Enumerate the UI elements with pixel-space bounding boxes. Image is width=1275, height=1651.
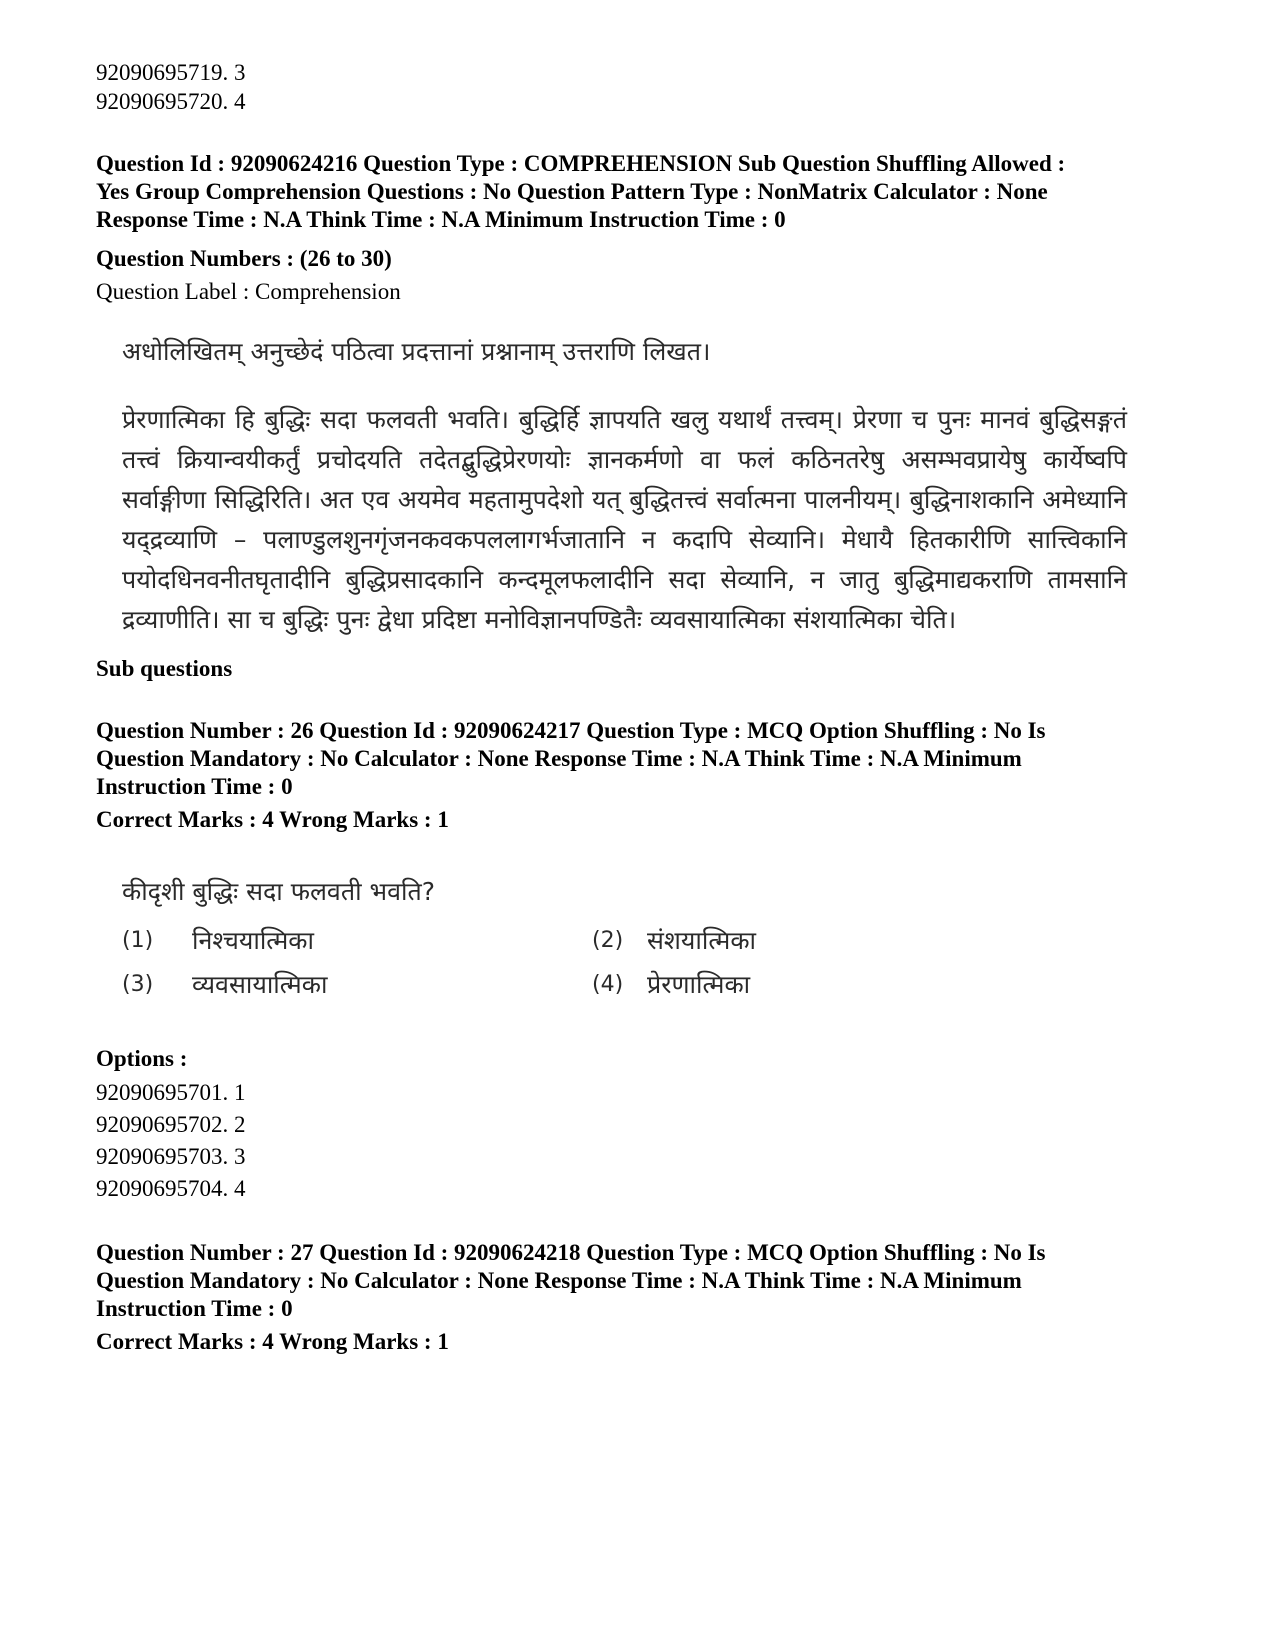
q26-question-text: कीदृशी बुद्धिः सदा फलवती भवति? xyxy=(122,877,435,906)
choice-3-number: (3) xyxy=(122,972,154,997)
prev-option-3: 92090695719. 3 xyxy=(96,60,246,85)
q26-options-label: Options : xyxy=(96,1046,188,1071)
choice-2-text: संशयात्मिका xyxy=(647,926,757,955)
q27-header xyxy=(96,1239,1186,1323)
q26-header-line-1: Question Number : 26 Question Id : 92090624217 Question Type : MCQ Option Shuffling : No Is xyxy=(96,718,1046,743)
q27-header-line-2: Question Mandatory : No Calculator : None Response Time : N.A Think Time : N.A Minimum xyxy=(96,1268,1022,1293)
passage-instruction: अधोलिखितम् अनुच्छेदं पठित्वा प्रदत्तानां प्रश्नानाम् उत्तराणि लिखत। xyxy=(122,337,711,366)
sub-questions-label: Sub questions xyxy=(96,656,233,681)
document-page xyxy=(96,58,1186,1356)
q26-header-line-2: Question Mandatory : No Calculator : None Response Time : N.A Think Time : N.A Minimum xyxy=(96,746,1022,771)
q26-option-2: 92090695702. 2 xyxy=(96,1112,246,1137)
q26-marks: Correct Marks : 4 Wrong Marks : 1 xyxy=(96,807,449,832)
question-label: Question Label : Comprehension xyxy=(96,279,401,304)
question-numbers: Question Numbers : (26 to 30) xyxy=(96,246,392,271)
q26-option-1: 92090695701. 1 xyxy=(96,1080,246,1105)
comprehension-passage: प्रेरणात्मिका हि बुद्धिः सदा फलवती भवति। बुद्धिर्हि ज्ञापयति खलु यथार्थं तत्त्वम्। प्रेरणा च पुनः मानवं बुद्धिसङ्गतं तत्त्वं क्रियान्वयीकर्तुं प्रचोदयति तदेतद्बुद्धिप्रेरणयोः ज्ञानकर्मणो वा फलं कठिनतरेषु असम्भवप्रायेषु कार्येष्वपि सर्वाङ्गीणा सिद्धिरिति। अत एव अयमेव महतामुपदेशो यत् बुद्धितत्त्वं सर्वात्मना पालनीयम्। बुद्धिनाशकानि अमेध्यानि यद्द्रव्याणि – पलाण्डुलशुनगृंजनकवकपललागर्भजातानि न कदापि सेव्यानि। मेधायै हितकारीणि सात्त्विकानि पयोदधिनवनीतघृतादीनि बुद्धिप्रसादकानि कन्दमूलफलादीनि सदा सेव्यानि, न जातु बुद्धिमाद्यकराणि तामसानि द्रव्याणीति। सा च बुद्धिः पुनः द्वेधा प्रदिष्टा मनोविज्ञानपण्डितैः व्यवसायात्मिका संशयात्मिका चेति। xyxy=(122,405,1127,634)
q27-header-line-3: Instruction Time : 0 xyxy=(96,1296,293,1321)
q26-choices xyxy=(122,922,1186,1004)
group-question-header xyxy=(96,150,1186,234)
q27-marks: Correct Marks : 4 Wrong Marks : 1 xyxy=(96,1329,449,1354)
group-header-line-2: Yes Group Comprehension Questions : No Question Pattern Type : NonMatrix Calculator : None xyxy=(96,179,1048,204)
q27-header-line-1: Question Number : 27 Question Id : 92090624218 Question Type : MCQ Option Shuffling : No Is xyxy=(96,1240,1046,1265)
q26-option-4: 92090695704. 4 xyxy=(96,1176,246,1201)
q26-option-3: 92090695703. 3 xyxy=(96,1144,246,1169)
choice-4-text: प्रेरणात्मिका xyxy=(647,970,751,999)
q26-header-line-3: Instruction Time : 0 xyxy=(96,774,293,799)
group-header-line-3: Response Time : N.A Think Time : N.A Minimum Instruction Time : 0 xyxy=(96,207,786,232)
choice-3-text: व्यवसायात्मिका xyxy=(192,970,328,999)
choice-1-text: निश्चयात्मिका xyxy=(192,926,314,955)
choice-4-number: (4) xyxy=(592,972,624,997)
choice-2-number: (2) xyxy=(592,928,624,953)
q26-header xyxy=(96,717,1186,801)
group-header-line-1: Question Id : 92090624216 Question Type : COMPREHENSION Sub Question Shuffling Allowed : xyxy=(96,151,1066,176)
prev-option-4: 92090695720. 4 xyxy=(96,89,246,114)
choice-1-number: (1) xyxy=(122,928,154,953)
